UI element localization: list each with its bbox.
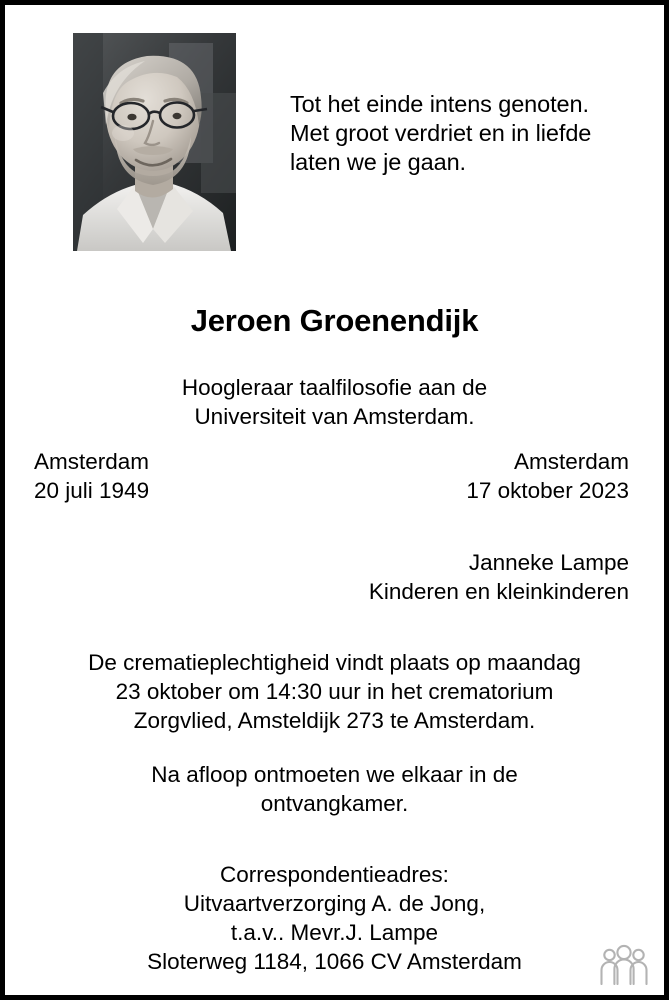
life-dates xyxy=(5,447,664,509)
profession-line: Universiteit van Amsterdam. xyxy=(194,404,475,429)
survivors-list xyxy=(369,548,629,606)
death-date: 17 oktober 2023 xyxy=(466,478,629,503)
correspondence-line: Uitvaartverzorging A. de Jong, xyxy=(183,891,486,916)
profession-line: Hoogleraar taalfilosofie aan de xyxy=(181,375,488,400)
verse-line: laten we je gaan. xyxy=(290,149,466,175)
verse-line: Tot het einde intens genoten. xyxy=(290,91,589,117)
three-people-icon xyxy=(598,943,650,985)
correspondence-label: Correspondentieadres: xyxy=(220,862,449,887)
verse-line: Met groot verdriet en in liefde xyxy=(290,120,592,146)
correspondence-line: t.a.v.. Mevr.J. Lampe xyxy=(230,920,439,945)
reception-details xyxy=(5,760,664,818)
birth-place: Amsterdam xyxy=(34,449,150,474)
ceremony-line: Zorgvlied, Amsteldijk 273 te Amsterdam. xyxy=(133,708,536,733)
deceased-name: Jeroen Groenendijk xyxy=(190,303,479,338)
ceremony-line: 23 oktober om 14:30 uur in het crematorium xyxy=(115,679,554,704)
ceremony-details xyxy=(5,648,664,735)
opening-verse xyxy=(290,90,650,177)
correspondence-address xyxy=(5,860,664,976)
survivor-line: Kinderen en kleinkinderen xyxy=(368,579,629,604)
survivor-line: Janneke Lampe xyxy=(468,550,629,575)
header-section xyxy=(5,33,664,258)
notice-inner xyxy=(5,5,664,995)
birth-date: 20 juli 1949 xyxy=(34,478,150,503)
profession-text xyxy=(5,373,664,431)
correspondence-line: Sloterweg 1184, 1066 CV Amsterdam xyxy=(147,949,522,974)
birth-details xyxy=(34,447,149,505)
ceremony-line: De crematieplechtigheid vindt plaats op maandag xyxy=(88,650,581,675)
portrait-photo xyxy=(73,33,236,251)
death-place: Amsterdam xyxy=(513,449,629,474)
death-details xyxy=(466,447,629,505)
reception-line: Na afloop ontmoeten we elkaar in de xyxy=(151,762,518,787)
reception-line: ontvangkamer. xyxy=(260,791,409,816)
